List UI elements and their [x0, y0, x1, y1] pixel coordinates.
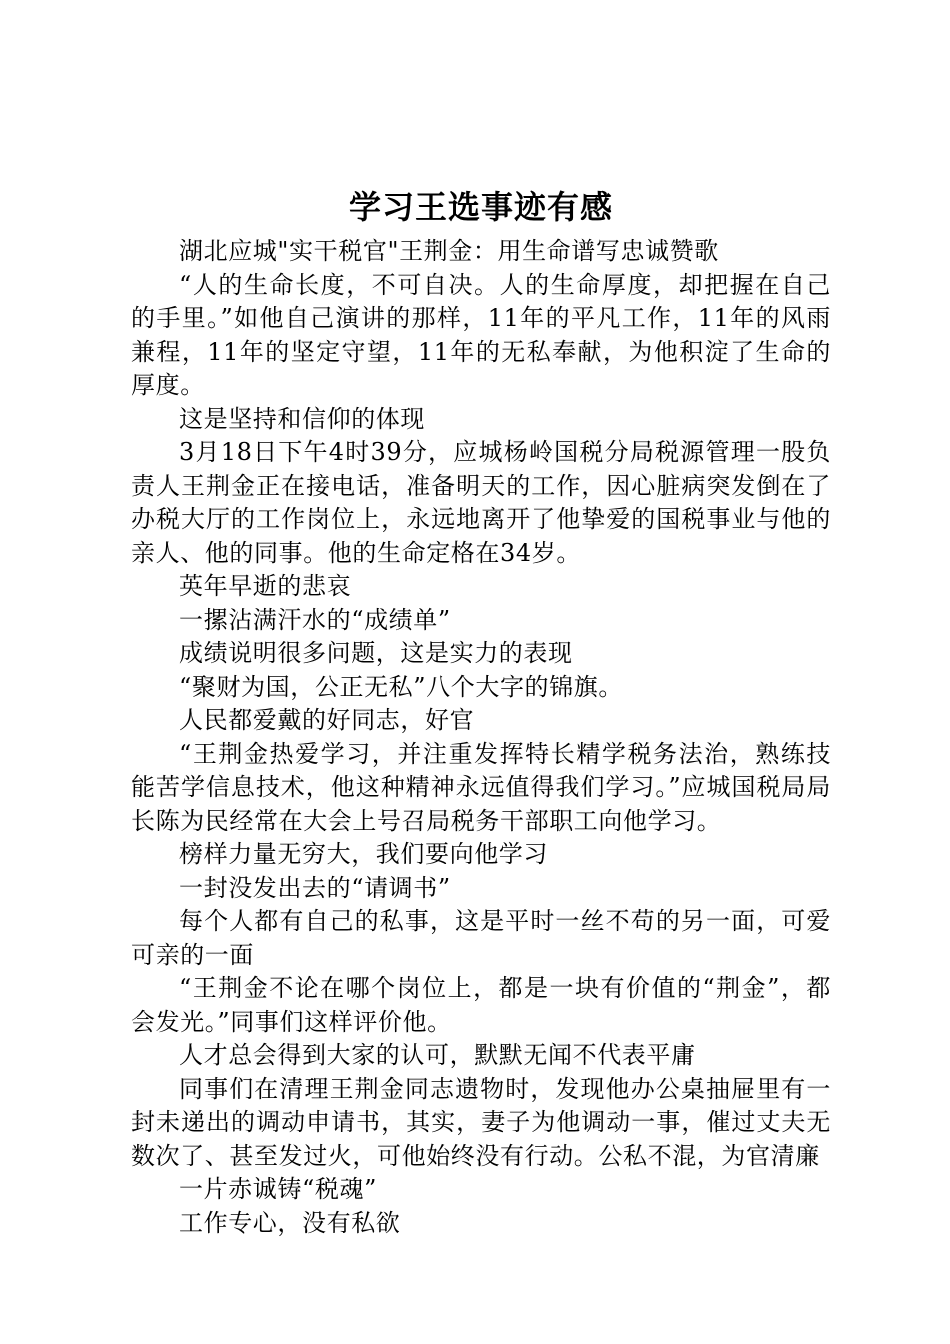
paragraph: 人才总会得到大家的认可，默默无闻不代表平庸 — [179, 1041, 696, 1069]
paragraph: 一片赤诚铸“税魂” — [179, 1175, 377, 1203]
paragraph: 一封没发出去的“请调书” — [179, 873, 451, 902]
paragraph: “人的生命长度，不可自决。人的生命厚度，却把握在自己的手里。”如他自己演讲的那样，11年的平凡工作，11年的风雨兼程，11年的坚定守望，11年的无私奉献，为他积淀了生命的厚度。 — [131, 270, 831, 399]
paragraph: 每个人都有自己的私事，这是平时一丝不苟的另一面，可爱可亲的一面 — [131, 907, 831, 969]
document-title: 学习王选事迹有感 — [348, 188, 613, 226]
paragraph: 一摞沾满汗水的“成绩单” — [179, 605, 451, 634]
document-body — [131, 235, 831, 1240]
paragraph: 英年早逝的悲哀 — [179, 572, 352, 600]
paragraph: 这是坚持和信仰的体现 — [179, 404, 425, 433]
paragraph: 成绩说明很多问题，这是实力的表现 — [179, 639, 573, 667]
paragraph: 人民都爱戴的好同志，好官 — [179, 706, 475, 734]
paragraph: 3月18日下午4时39分，应城杨岭国税分局税源管理一股负责人王荆金正在接电话，准备明天的工作，因心脏病突发倒在了办税大厅的工作岗位上，永远地离开了他挚爱的国税事业与他的亲人、他的同事。他的生命定格在34岁。 — [131, 438, 831, 567]
paragraph: 工作专心，没有私欲 — [179, 1208, 401, 1237]
paragraph: “聚财为国，公正无私”八个大字的锦旗。 — [179, 672, 623, 701]
paragraph-subtitle: 湖北应城"实干税官"王荆金：用生命谱写忠诚赞歌 — [179, 237, 719, 265]
paragraph: 榜样力量无穷大，我们要向他学习 — [179, 840, 548, 868]
paragraph: 同事们在清理王荆金同志遗物时，发现他办公桌抽屉里有一封未递出的调动申请书，其实，妻子为他调动一事，催过丈夫无数次了、甚至发过火，可他始终没有行动。公私不混，为官清廉 — [131, 1074, 831, 1170]
paragraph: “王荆金热爱学习，并注重发挥特长精学税务法治，熟练技能苦学信息技术，他这种精神永远值得我们学习。”应城国税局局长陈为民经常在大会上号召局税务干部职工向他学习。 — [131, 739, 831, 835]
document-page — [131, 181, 831, 1240]
paragraph: “王荆金不论在哪个岗位上，都是一块有价值的“荆金”，都会发光。”同事们这样评价他。 — [131, 974, 831, 1036]
